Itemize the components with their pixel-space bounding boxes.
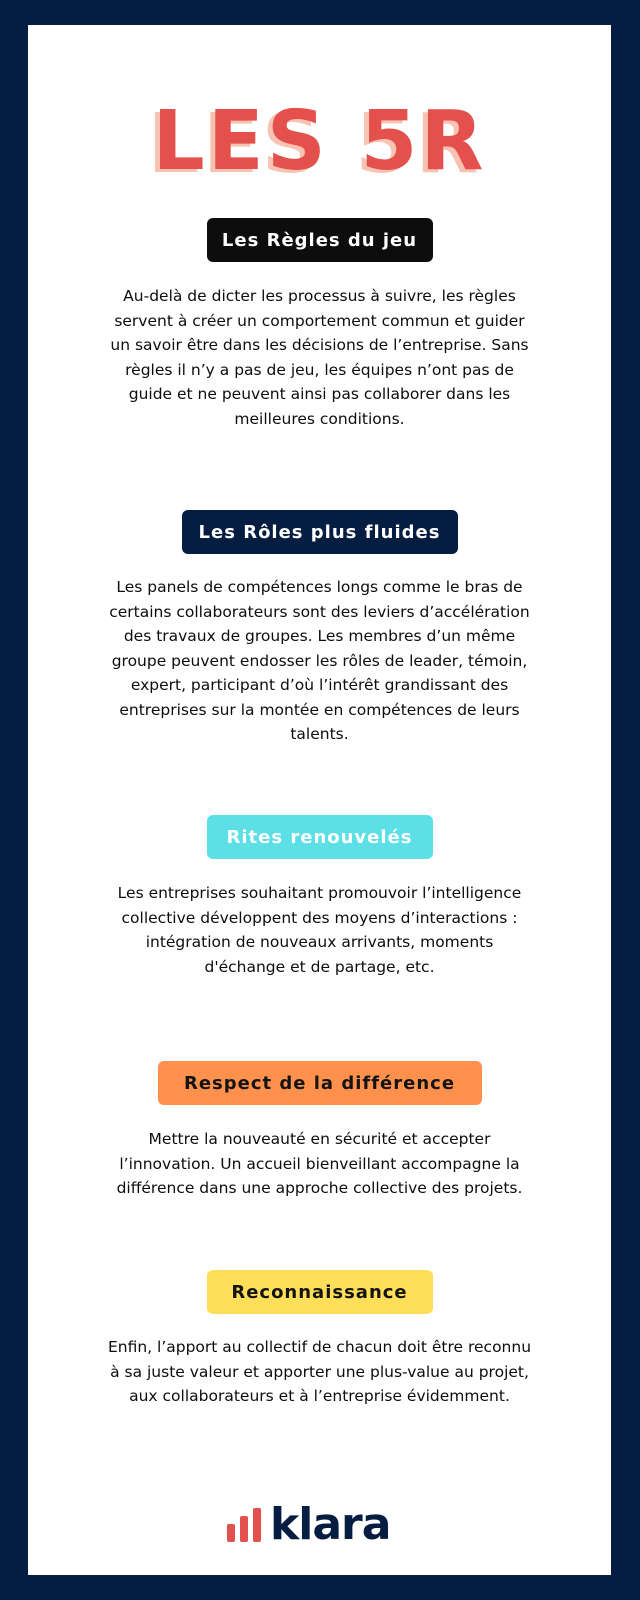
section-text-regles: Au-delà de dicter les processus à suivre, les règles servent à créer un comportement commun et guider un savoir être dans les décisions de l’entreprise. Sans règles il n’y a pas de jeu, les équipes n’ont pas de guide et ne peuvent ainsi pas collaborer dans les meilleures conditions. bbox=[110, 287, 529, 428]
section-heading-roles: Les Rôles plus fluides bbox=[182, 510, 458, 554]
section-text-rites: Les entreprises souhaitant promouvoir l’intelligence collective développent des moyens d’interactions : intégration de nouveaux arrivants, moments d'échange et de partage, etc. bbox=[117, 884, 522, 976]
section-text-respect: Mettre la nouveauté en sécurité et accepter l’innovation. Un accueil bienveillant accompagne la différence dans une approche collective des projets. bbox=[116, 1130, 523, 1197]
section-heading-respect: Respect de la différence bbox=[158, 1061, 482, 1105]
section-heading-reconnaissance: Reconnaissance bbox=[207, 1270, 433, 1314]
section-heading-rites: Rites renouvelés bbox=[207, 815, 433, 859]
section-text-reconnaissance: Enfin, l’apport au collectif de chacun doit être reconnu à sa juste valeur et apporter une plus-value au projet, aux collaborateurs et à l’entreprise évidemment. bbox=[107, 1338, 532, 1405]
section-text-roles: Les panels de compétences longs comme le bras de certains collaborateurs sont des leviers d’accélération des travaux de groupes. Les membres d’un même groupe peuvent endosser les rôles de leader, témoin, expert, participant d’où l’intérêt grandissant des entreprises sur la montée en compétences de leurs talents. bbox=[109, 578, 530, 743]
page-title: LES 5R bbox=[152, 94, 487, 189]
infographic-card bbox=[28, 25, 611, 1575]
section-heading-regles: Les Règles du jeu bbox=[207, 218, 433, 262]
klara-logo bbox=[226, 1499, 391, 1550]
logo-wordmark: klara bbox=[270, 1499, 391, 1550]
bar-chart-icon bbox=[226, 1506, 264, 1544]
